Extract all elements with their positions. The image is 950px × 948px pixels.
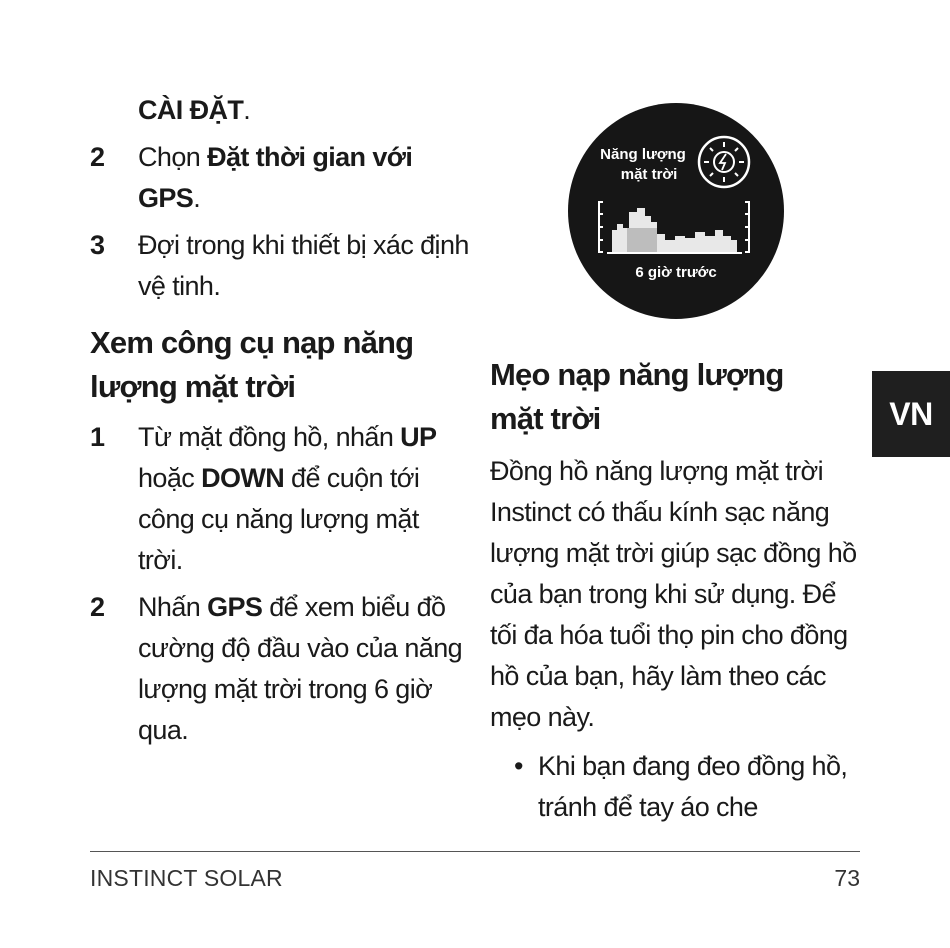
continued-instruction: CÀI ĐẶT. <box>138 95 251 125</box>
language-tab: VN <box>872 371 950 457</box>
tip-bullet-item: • Khi bạn đang đeo đồng hồ, tránh để tay áo che <box>490 746 862 828</box>
footer-page-number: 73 <box>834 865 860 891</box>
watch-face <box>568 103 784 319</box>
step-number: 1 <box>90 422 105 452</box>
solar-recent-intensity-area <box>627 228 657 252</box>
widget-title-line1: Năng lượng <box>600 146 686 163</box>
step-1-scroll-to-widget: 1 Từ mặt đồng hồ, nhấn UP hoặc DOWN để cuộn tới công cụ năng lượng mặt trời. <box>90 417 470 581</box>
menu-path-text: CÀI ĐẶT <box>138 95 244 125</box>
section-heading-solar-widget: Xem công cụ nạp năng lượng mặt trời <box>90 325 414 404</box>
button-name-up: UP <box>400 422 437 452</box>
step-number: 3 <box>90 230 105 260</box>
step-2-view-graph: 2 Nhấn GPS để xem biểu đồ cường độ đầu vào của năng lượng mặt trời trong 6 giờ qua. <box>90 587 470 751</box>
right-column <box>490 353 862 828</box>
step-2-select-gps-time: 2 Chọn Đặt thời gian với GPS. <box>90 137 470 219</box>
footer-divider <box>90 851 860 852</box>
footer-product-name: INSTINCT SOLAR <box>90 865 283 891</box>
step-3-wait-satellites: 3 Đợi trong khi thiết bị xác định vệ tinh. <box>90 225 470 307</box>
button-name-down: DOWN <box>201 463 285 493</box>
menu-option-text: Đặt thời gian với GPS <box>138 142 413 213</box>
section-heading-solar-tips: Mẹo nạp năng lượng mặt trời <box>490 357 784 436</box>
step-number: 2 <box>90 142 105 172</box>
widget-title-line2: mặt trời <box>620 166 678 183</box>
watch-solar-widget-illustration <box>567 102 785 320</box>
button-name-gps: GPS <box>207 592 263 622</box>
bullet-point: • <box>514 751 523 781</box>
left-column <box>90 90 470 751</box>
solar-tips-body: Đồng hồ năng lượng mặt trời Instinct có thấu kính sạc năng lượng mặt trời giúp sạc đồng hồ của bạn trong khi sử dụng. Để tối đa hóa tuổi thọ pin cho đồng hồ của bạn, hãy làm theo các mẹo này. <box>490 456 857 732</box>
step-number: 2 <box>90 592 105 622</box>
graph-time-caption: 6 giờ trước <box>635 264 717 281</box>
